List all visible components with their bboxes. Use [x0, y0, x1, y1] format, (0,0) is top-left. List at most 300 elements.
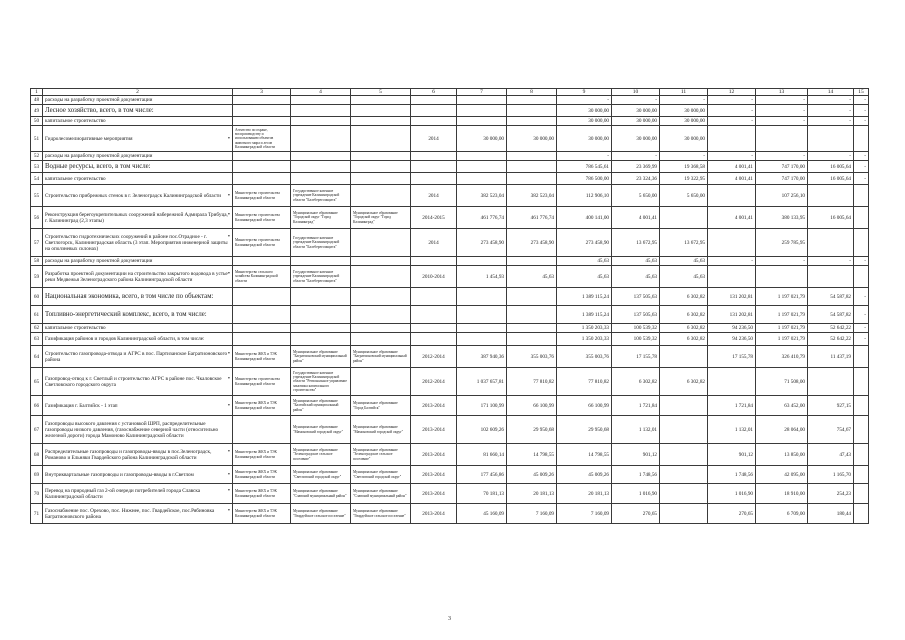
amount-cell: 100 539,32: [612, 333, 660, 346]
period-cell: 2014: [411, 185, 457, 207]
amount-cell: 382 523,04: [457, 185, 507, 207]
row-title: [43, 466, 233, 484]
amount-cell: 137 505,63: [612, 288, 660, 306]
amount-cell: [457, 288, 507, 306]
amount-cell: [808, 185, 854, 207]
amount-cell: 66 100,99: [507, 396, 557, 416]
organization-cell: Министерство ЖКХ и ТЭК Калининградской области: [233, 466, 291, 484]
amount-cell: 107 256,10: [756, 185, 808, 207]
amount-cell: [457, 257, 507, 266]
amount-cell: 45,63: [660, 266, 708, 288]
amount-cell: 6 302,82: [660, 288, 708, 306]
amount-cell: 30 000,00: [557, 105, 612, 117]
organization-cell: [233, 257, 291, 266]
row-title: [43, 126, 233, 152]
table-row: [31, 346, 869, 368]
organization-cell: [351, 152, 411, 161]
amount-cell: 29 950,68: [507, 416, 557, 444]
row-title-text: капитальное строительство: [45, 175, 106, 182]
amount-cell: [708, 266, 756, 288]
amount-cell: 1 197 021,79: [756, 324, 808, 333]
row-number: 50: [31, 117, 43, 126]
table-row: [31, 288, 869, 306]
row-number: 65: [31, 368, 43, 396]
amount-cell: [708, 368, 756, 396]
row-number: 54: [31, 173, 43, 185]
row-title-text: Внутриквартальные газопроводы и газопроводы-вводы в г.Светлом: [45, 471, 194, 478]
amount-cell: 30 000,00: [507, 126, 557, 152]
period-cell: [411, 324, 457, 333]
amount-cell: 17 155,78: [612, 346, 660, 368]
amount-cell: 23 369,99: [612, 161, 660, 173]
amount-cell: 30 000,00: [660, 117, 708, 126]
row-title: [43, 229, 233, 257]
row-number: 56: [31, 207, 43, 229]
organization-cell: Агентство по охране, воспроизводству и использованию объектов животного мира и лесов Калининградской области: [233, 126, 291, 152]
organization-cell: Муниципальное образование "Город Балтийск": [351, 396, 411, 416]
amount-cell: -: [854, 324, 869, 333]
amount-cell: 6 302,82: [660, 324, 708, 333]
organization-cell: [233, 416, 291, 444]
period-cell: 2010-2014: [411, 266, 457, 288]
column-header-9: 9: [557, 89, 612, 96]
amount-cell: -: [854, 173, 869, 185]
amount-cell: 45,63: [557, 257, 612, 266]
amount-cell: 45 160,09: [457, 504, 507, 524]
amount-cell: 30 000,00: [660, 126, 708, 152]
organization-cell: Государственное казенное учреждение Калининградской области "Балтберегозащита": [291, 266, 351, 288]
row-number: 70: [31, 484, 43, 504]
amount-cell: 4 001,41: [708, 207, 756, 229]
column-number-header: [31, 89, 869, 96]
column-header-1: 1: [31, 89, 43, 96]
row-title-text: Строительство гидротехнических сооружений в районе пос.Отрадное - г. Светлогорск, Калининградская область (3 этап. Мероприятия инженерной защиты на оползневых склонах): [45, 233, 228, 252]
amount-cell: 1 016,90: [612, 484, 660, 504]
row-number: 67: [31, 416, 43, 444]
amount-cell: 747 170,00: [756, 173, 808, 185]
amount-cell: 355 003,76: [557, 346, 612, 368]
organization-cell: [291, 257, 351, 266]
organization-cell: Государственное казенное учреждение Калининградской области "Балтберегозащита": [291, 229, 351, 257]
amount-cell: 45,63: [612, 266, 660, 288]
row-title: [43, 152, 233, 161]
row-number: 59: [31, 266, 43, 288]
period-cell: 2013-2014: [411, 466, 457, 484]
amount-cell: 30 000,00: [660, 105, 708, 117]
row-title-text: Гидролесомелиоративные мероприятия: [45, 135, 133, 142]
organization-cell: [351, 126, 411, 152]
amount-cell: [507, 333, 557, 346]
organization-cell: [291, 324, 351, 333]
budget-table-sheet: [30, 88, 868, 524]
row-title-text: Разработка проектной документации на строительство закрытого водовода в устье реки Медвежья Зеленоградского района Калининградской области: [45, 270, 228, 283]
row-title: [43, 346, 233, 368]
bullet-mark: •: [227, 402, 230, 409]
organization-cell: [233, 161, 291, 173]
period-cell: [411, 152, 457, 161]
row-title: [43, 333, 233, 346]
amount-cell: 47,43: [808, 444, 854, 466]
period-cell: 2013-2014: [411, 484, 457, 504]
amount-cell: 54 587,82: [808, 306, 854, 324]
amount-cell: -: [808, 257, 854, 266]
amount-cell: -: [756, 152, 808, 161]
organization-cell: Министерство строительства Калининградской области: [233, 207, 291, 229]
amount-cell: -: [756, 117, 808, 126]
bullet-mark: •: [227, 375, 230, 382]
period-cell: 2012-2014: [411, 368, 457, 396]
organization-cell: Министерство ЖКХ и ТЭК Калининградской области: [233, 504, 291, 524]
amount-cell: [660, 484, 708, 504]
amount-cell: 29 950,68: [557, 416, 612, 444]
amount-cell: 1 350 203,33: [557, 333, 612, 346]
row-title: [43, 105, 233, 117]
amount-cell: 131 202,81: [708, 306, 756, 324]
column-header-14: 14: [808, 89, 854, 96]
amount-cell: [457, 117, 507, 126]
table-row: [31, 229, 869, 257]
amount-cell: 177 456,86: [457, 466, 507, 484]
amount-cell: 13 850,00: [756, 444, 808, 466]
row-title-text: Национальная экономика, всего, в том числе по объектам:: [45, 292, 214, 300]
amount-cell: -: [708, 105, 756, 117]
amount-cell: -: [756, 257, 808, 266]
amount-cell: 19 322,95: [660, 173, 708, 185]
amount-cell: 54 587,82: [808, 288, 854, 306]
amount-cell: [507, 324, 557, 333]
amount-cell: 70 181,13: [457, 484, 507, 504]
amount-cell: -: [854, 96, 869, 105]
organization-cell: Муниципальное образование "Зеленоградское сельское поселение": [351, 444, 411, 466]
amount-cell: 18 910,00: [756, 484, 808, 504]
bullet-mark: •: [227, 233, 230, 240]
row-title-text: Газоснабжение пос. Орехово, пос. Нижнее, пос. Гвардейское, пос.Рябиновка Багратионовского района: [45, 507, 215, 520]
amount-cell: 5 650,00: [612, 185, 660, 207]
amount-cell: 52 642,22: [808, 324, 854, 333]
amount-cell: 112 906,10: [557, 185, 612, 207]
amount-cell: [507, 257, 557, 266]
row-title: [43, 368, 233, 396]
amount-cell: [457, 306, 507, 324]
amount-cell: 1 350 203,33: [557, 324, 612, 333]
column-header-15: 15: [854, 89, 869, 96]
amount-cell: 355 003,76: [507, 346, 557, 368]
period-cell: [411, 105, 457, 117]
amount-cell: 66 100,99: [557, 396, 612, 416]
column-header-5: 5: [351, 89, 411, 96]
amount-cell: 30 000,00: [612, 117, 660, 126]
amount-cell: 6 302,82: [612, 368, 660, 396]
amount-cell: 19 368,58: [660, 161, 708, 173]
row-title-text: капитальное строительство: [45, 118, 106, 124]
organization-cell: Муниципальное образование "Багратионовский муниципальный район": [291, 346, 351, 368]
amount-cell: 380 133,95: [756, 207, 808, 229]
row-title-text: Строительство прибрежных стенок в г. Зеленоградск Калининградской области: [45, 192, 222, 199]
row-title-text: расходы на разработку проектной документации: [45, 258, 153, 264]
organization-cell: [351, 288, 411, 306]
row-title-text: Газопроводы высокого давления с установкой ШРП, распределительные газопроводы низкого давления, (газоснабжение северной части (относительно железной дороги) города Мамоново Калининградской области: [45, 420, 219, 439]
row-title-text: Водные ресурсы, всего, в том числе:: [45, 162, 151, 170]
bullet-mark: •: [227, 448, 230, 455]
column-header-7: 7: [457, 89, 507, 96]
row-title: [43, 185, 233, 207]
amount-cell: -: [854, 161, 869, 173]
row-title: [43, 444, 233, 466]
period-cell: 2014: [411, 229, 457, 257]
row-title-text: Строительство газопровода-отвода и АГРС в пос. Партизанское Багратионовского района: [45, 350, 228, 363]
amount-cell: 14 798,55: [507, 444, 557, 466]
organization-cell: [291, 306, 351, 324]
amount-cell: 754,67: [808, 416, 854, 444]
amount-cell: -: [808, 152, 854, 161]
amount-cell: 100 539,32: [612, 324, 660, 333]
amount-cell: -: [808, 105, 854, 117]
bullet-mark: •: [227, 135, 230, 142]
amount-cell: [457, 173, 507, 185]
amount-cell: 1 748,56: [612, 466, 660, 484]
amount-cell: [756, 126, 808, 152]
amount-cell: [507, 152, 557, 161]
amount-cell: 270,65: [708, 504, 756, 524]
period-cell: 2014: [411, 126, 457, 152]
organization-cell: Министерство ЖКХ и ТЭК Калининградской области: [233, 346, 291, 368]
organization-cell: [233, 105, 291, 117]
amount-cell: 13 672,95: [612, 229, 660, 257]
row-title-text: Газификация районов и городов Калининградской области, в том числе:: [45, 336, 205, 342]
amount-cell: [507, 288, 557, 306]
amount-cell: 6 302,82: [660, 333, 708, 346]
amount-cell: 23 324,36: [612, 173, 660, 185]
table-row: [31, 185, 869, 207]
amount-cell: [854, 466, 869, 484]
amount-cell: [457, 333, 507, 346]
budget-table: [30, 88, 869, 524]
amount-cell: 137 505,63: [612, 306, 660, 324]
organization-cell: Муниципальное образование "Мамоновский городской округ": [291, 416, 351, 444]
bullet-mark: •: [227, 270, 230, 277]
amount-cell: -: [854, 117, 869, 126]
organization-cell: Муниципальное образование "Славский муниципальный район": [351, 484, 411, 504]
period-cell: [411, 306, 457, 324]
organization-cell: [351, 324, 411, 333]
period-cell: [411, 173, 457, 185]
table-row: [31, 444, 869, 466]
amount-cell: [808, 126, 854, 152]
table-row: [31, 161, 869, 173]
amount-cell: [457, 161, 507, 173]
amount-cell: -: [708, 117, 756, 126]
amount-cell: 1 132,01: [708, 416, 756, 444]
table-row: [31, 324, 869, 333]
amount-cell: 1 197 021,79: [756, 288, 808, 306]
table-row: [31, 416, 869, 444]
row-title-text: Газификация г. Балтийск - 1 этап: [45, 402, 118, 409]
amount-cell: 326 410,79: [756, 346, 808, 368]
row-title: [43, 306, 233, 324]
organization-cell: [351, 161, 411, 173]
amount-cell: 71 508,00: [756, 368, 808, 396]
organization-cell: Муниципальное образование "Мамоновский городской округ": [351, 416, 411, 444]
amount-cell: 4 001,41: [708, 173, 756, 185]
table-row: [31, 484, 869, 504]
amount-cell: 270,65: [612, 504, 660, 524]
amount-cell: 30 000,00: [612, 105, 660, 117]
amount-cell: 30 000,00: [457, 126, 507, 152]
amount-cell: 180,44: [808, 504, 854, 524]
amount-cell: 30 000,00: [557, 126, 612, 152]
organization-cell: Государственное казенное учреждение Калининградской области "Балтберегозащита": [291, 185, 351, 207]
amount-cell: [854, 504, 869, 524]
amount-cell: 63 452,00: [756, 396, 808, 416]
organization-cell: [233, 333, 291, 346]
period-cell: [411, 333, 457, 346]
row-title: [43, 484, 233, 504]
row-title-text: Реконструкция берегоукрепительных сооружений набережной Адмирала Трибуца, г. Калининград (2,3 этапы): [45, 211, 228, 224]
amount-cell: 400 141,00: [557, 207, 612, 229]
amount-cell: [854, 207, 869, 229]
row-title: [43, 324, 233, 333]
organization-cell: [351, 266, 411, 288]
amount-cell: 6 709,00: [756, 504, 808, 524]
amount-cell: [708, 126, 756, 152]
amount-cell: 6 302,82: [660, 368, 708, 396]
row-title: [43, 266, 233, 288]
amount-cell: 461 776,74: [507, 207, 557, 229]
row-number: 57: [31, 229, 43, 257]
organization-cell: Министерство ЖКХ и ТЭК Калининградской области: [233, 444, 291, 466]
row-number: 62: [31, 324, 43, 333]
amount-cell: [660, 444, 708, 466]
amount-cell: 1 037 657,81: [457, 368, 507, 396]
amount-cell: [507, 117, 557, 126]
table-body: [31, 89, 869, 524]
amount-cell: -: [557, 96, 612, 105]
amount-cell: -: [854, 257, 869, 266]
organization-cell: Министерство строительства Калининградской области: [233, 229, 291, 257]
bullet-mark: •: [227, 507, 230, 514]
amount-cell: -: [612, 152, 660, 161]
amount-cell: [660, 346, 708, 368]
organization-cell: Министерство строительства Калининградской области: [233, 185, 291, 207]
amount-cell: 927,15: [808, 396, 854, 416]
organization-cell: [291, 152, 351, 161]
amount-cell: -: [854, 306, 869, 324]
amount-cell: 28 064,00: [756, 416, 808, 444]
period-cell: 2013-2014: [411, 504, 457, 524]
row-title: [43, 396, 233, 416]
amount-cell: 1 016,90: [708, 484, 756, 504]
organization-cell: [351, 105, 411, 117]
amount-cell: [854, 185, 869, 207]
organization-cell: [233, 288, 291, 306]
row-title-text: Лесное хозяйство, всего, в том числе:: [45, 106, 154, 114]
table-row: [31, 396, 869, 416]
organization-cell: Муниципальное образование "Балтийский муниципальный район": [291, 396, 351, 416]
amount-cell: [708, 229, 756, 257]
amount-cell: [507, 96, 557, 105]
organization-cell: Муниципальное образование "Светловский городской округ": [291, 466, 351, 484]
amount-cell: [507, 306, 557, 324]
amount-cell: 77 810,82: [557, 368, 612, 396]
row-title: [43, 257, 233, 266]
organization-cell: [233, 117, 291, 126]
amount-cell: -: [854, 333, 869, 346]
organization-cell: [351, 229, 411, 257]
amount-cell: [660, 466, 708, 484]
period-cell: [411, 288, 457, 306]
row-number: 48: [31, 96, 43, 105]
row-title-text: Перевод на природный газ 2-ой очереди потребителей города Славска Калининградской области: [45, 487, 201, 500]
amount-cell: 45,63: [660, 257, 708, 266]
organization-cell: Государственное казенное учреждение Калининградской области "Региональное управление заказчика капитального строительства": [291, 368, 351, 396]
organization-cell: [351, 257, 411, 266]
row-number: 61: [31, 306, 43, 324]
amount-cell: -: [708, 152, 756, 161]
table-row: [31, 333, 869, 346]
period-cell: [411, 257, 457, 266]
amount-cell: 1 165,70: [808, 466, 854, 484]
amount-cell: [854, 444, 869, 466]
amount-cell: 5 650,00: [660, 185, 708, 207]
row-title: [43, 416, 233, 444]
table-row: [31, 306, 869, 324]
amount-cell: 786 545,61: [557, 161, 612, 173]
amount-cell: 387 940,36: [457, 346, 507, 368]
amount-cell: [660, 396, 708, 416]
organization-cell: Министерство ЖКХ и ТЭК Калининградской области: [233, 484, 291, 504]
amount-cell: 102 609,26: [457, 416, 507, 444]
column-header-2: 2: [43, 89, 233, 96]
amount-cell: [808, 229, 854, 257]
amount-cell: [808, 368, 854, 396]
table-row: [31, 152, 869, 161]
organization-cell: Министерство сельского хозяйства Калининградской области: [233, 266, 291, 288]
period-cell: 2013-2014: [411, 416, 457, 444]
amount-cell: [854, 396, 869, 416]
amount-cell: [756, 266, 808, 288]
period-cell: 2012-2014: [411, 346, 457, 368]
period-cell: [411, 161, 457, 173]
amount-cell: [854, 346, 869, 368]
row-title-text: Распределительные газопроводы и газопроводы-вводы в пос.Зеленоградск, Романово и Ельняки Гвардейского района Калининградской области: [45, 448, 212, 461]
amount-cell: -: [854, 288, 869, 306]
table-row: [31, 368, 869, 396]
amount-cell: 1 721,84: [708, 396, 756, 416]
amount-cell: [507, 173, 557, 185]
organization-cell: Муниципальное образование "Городской округ "Город Калининград": [351, 207, 411, 229]
amount-cell: 171 100,99: [457, 396, 507, 416]
row-title-text: расходы на разработку проектной документации: [45, 97, 153, 103]
organization-cell: Муниципальное образование "Светловский городской округ": [351, 466, 411, 484]
amount-cell: 131 202,81: [708, 288, 756, 306]
row-number: 66: [31, 396, 43, 416]
amount-cell: 11 437,19: [808, 346, 854, 368]
row-number: 71: [31, 504, 43, 524]
amount-cell: 461 776,74: [457, 207, 507, 229]
period-cell: [411, 96, 457, 105]
amount-cell: 4 001,41: [708, 161, 756, 173]
column-header-4: 4: [291, 89, 351, 96]
organization-cell: [351, 333, 411, 346]
amount-cell: 45,63: [557, 266, 612, 288]
amount-cell: 254,23: [808, 484, 854, 504]
organization-cell: Министерство ЖКХ и ТЭК Калининградской области: [233, 396, 291, 416]
amount-cell: -: [756, 105, 808, 117]
amount-cell: [854, 416, 869, 444]
organization-cell: [351, 185, 411, 207]
table-row: [31, 126, 869, 152]
column-header-6: 6: [411, 89, 457, 96]
